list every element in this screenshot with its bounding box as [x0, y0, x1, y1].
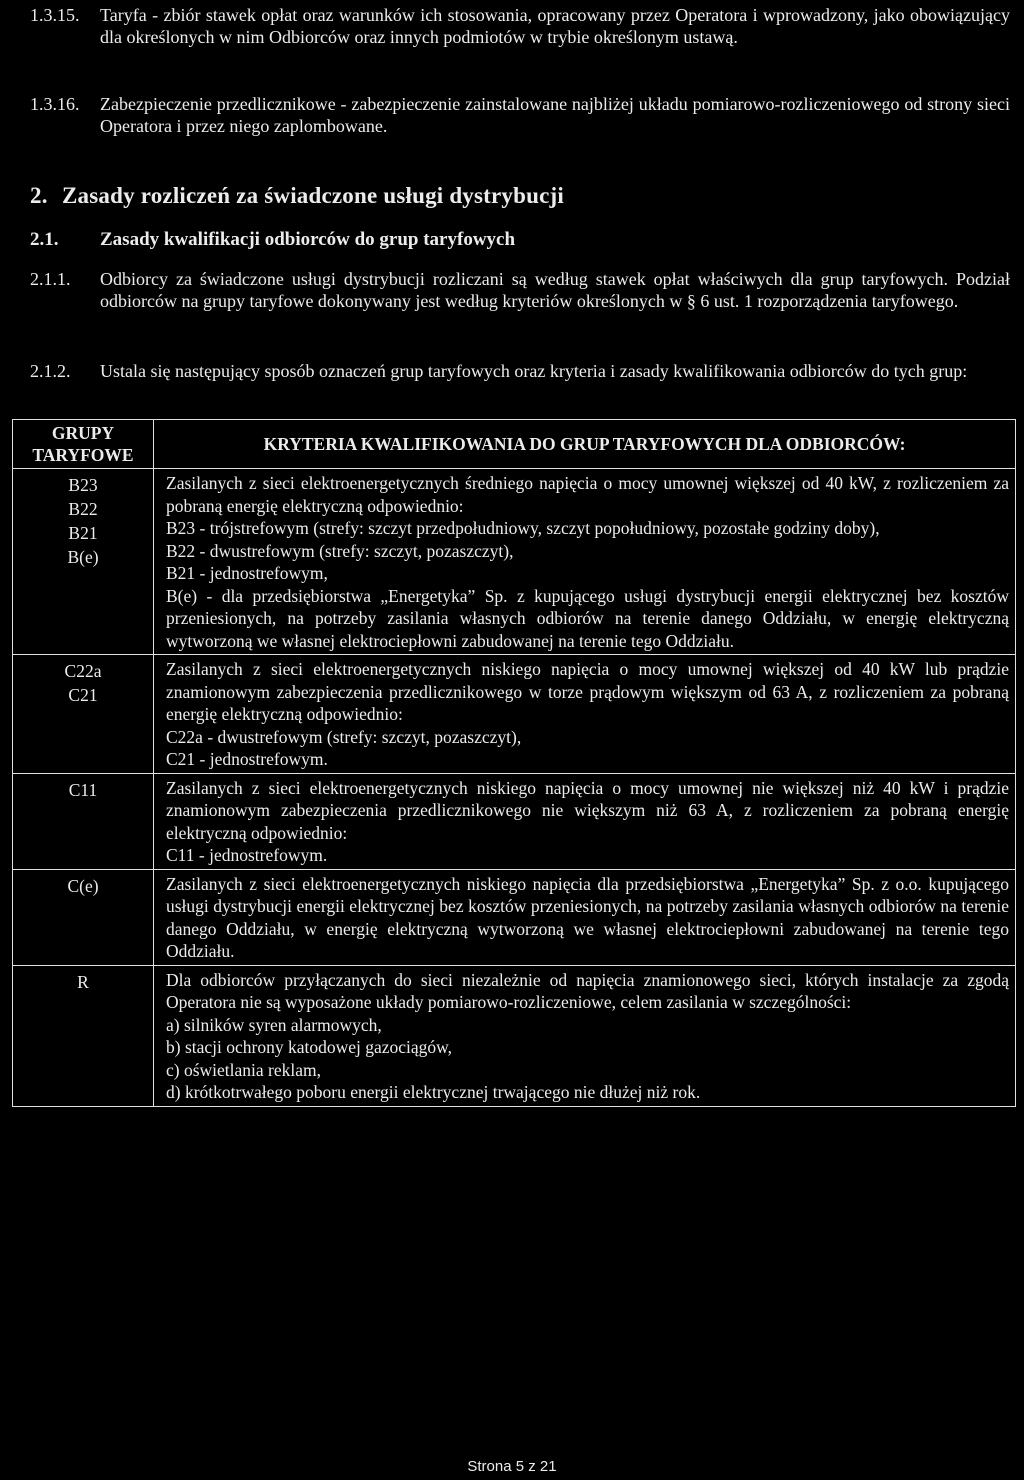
- paragraph-number: 2.1.2.: [30, 361, 71, 381]
- tariff-code: C22a: [64, 661, 102, 681]
- criteria-line: d) krótkotrwałego poboru energii elektrycznej trwającego nie dłużej niż rok.: [166, 1082, 701, 1102]
- paragraph-2-1-1: [30, 268, 1010, 312]
- header-criteria: KRYTERIA KWALIFIKOWANIA DO GRUP TARYFOWYCH DLA ODBIORCÓW:: [154, 420, 1016, 469]
- criteria-cell: [154, 869, 1016, 965]
- criteria-line: B(e) - dla przedsiębiorstwa „Energetyka” Sp. z kupującego usługi dystrybucji energii elektrycznej bez kosztów przeniesionych, na potrzeby zasilania własnych odbiorów na terenie danego Oddziału, w energię elektryczną wytworzoną we własnej elektrociepłowni zabudowanej na terenie tego Oddziału.: [166, 585, 1009, 651]
- tariff-code: C(e): [67, 875, 99, 896]
- criteria-cell: [154, 469, 1016, 655]
- table-row: [13, 965, 1016, 1106]
- tariff-code: B(e): [67, 547, 99, 567]
- paragraph-number: 2.1.1.: [30, 269, 71, 289]
- header-tariff-groups: [13, 420, 154, 469]
- criteria-line: C11 - jednostrefowym.: [166, 845, 328, 865]
- section-number: 2.: [30, 183, 48, 208]
- tariff-codes-cell: [13, 869, 154, 965]
- tariff-code: C21: [68, 685, 98, 705]
- paragraph-1-3-16: [30, 93, 1010, 137]
- criteria-line: b) stacji ochrony katodowej gazociągów,: [166, 1037, 453, 1057]
- criteria-line: B22 - dwustrefowym (strefy: szczyt, pozaszczyt),: [166, 540, 514, 561]
- header-line: GRUPY: [51, 423, 115, 443]
- criteria-line: Zasilanych z sieci elektroenergetycznych średniego napięcia o mocy umownej większej od 40 kW, z rozliczeniem za pobraną energię elektryczną odpowiednio:: [166, 473, 1009, 516]
- paragraph-text: Zabezpieczenie przedlicznikowe - zabezpieczenie zainstalowane najbliżej układu pomiarowo-rozliczeniowego od strony sieci Operatora i przez niego zaplombowane.: [100, 94, 1010, 136]
- table-row: [13, 655, 1016, 774]
- paragraph-1-3-15: [30, 4, 1010, 48]
- criteria-cell: [154, 655, 1016, 774]
- tariff-code: C11: [68, 779, 98, 800]
- page-number: Strona 5 z 21: [467, 1458, 557, 1475]
- tariff-codes-cell: [13, 965, 154, 1106]
- tariff-code: B21: [68, 523, 98, 543]
- tariff-codes-cell: [13, 469, 154, 655]
- criteria-line: C22a - dwustrefowym (strefy: szczyt, pozaszczyt),: [166, 726, 522, 747]
- criteria-cell: [154, 965, 1016, 1106]
- table-row: [13, 869, 1016, 965]
- subsection-title: Zasady kwalifikacji odbiorców do grup taryfowych: [100, 229, 516, 250]
- table-row: [13, 469, 1016, 655]
- criteria-cell: [154, 773, 1016, 869]
- subsection-heading: [30, 229, 515, 251]
- criteria-line: C21 - jednostrefowym.: [166, 749, 328, 769]
- criteria-line: Zasilanych z sieci elektroenergetycznych niskiego napięcia o mocy umownej większej od 40 kW lub prądzie znamionowym zabezpieczenia przedlicznikowego w torze prądowym większym od 63 A, z rozliczeniem za pobraną energię elektryczną odpowiednio:: [166, 659, 1009, 724]
- criteria-line: a) silników syren alarmowych,: [166, 1014, 382, 1035]
- criteria-line: B23 - trójstrefowym (strefy: szczyt przedpołudniowy, szczyt popołudniowy, pozostałe godziny doby),: [166, 518, 880, 538]
- criteria-line: Dla odbiorców przyłączanych do sieci niezależnie od napięcia znamionowego sieci, których instalacje za zgodą Operatora nie są wyposażone układy pomiarowo-rozliczeniowe, celem zasilania w szczególności:: [166, 969, 1009, 1012]
- criteria-line: B21 - jednostrefowym,: [166, 563, 328, 583]
- criteria-line: Zasilanych z sieci elektroenergetycznych niskiego napięcia o mocy umownej nie większej niż 40 kW i prądzie znamionowym zabezpieczenia przedlicznikowego nie większym niż 63 A, z rozliczeniem za pobraną energię elektryczną odpowiednio:: [166, 777, 1009, 843]
- tariff-code: B23: [68, 475, 98, 495]
- tariff-code: B22: [68, 499, 98, 519]
- subsection-number: 2.1.: [30, 229, 59, 250]
- paragraph-text: Taryfa - zbiór stawek opłat oraz warunków ich stosowania, opracowany przez Operatora i wprowadzony, jako obowiązujący dla określonych w nim Odbiorców oraz innych podmiotów w trybie określonym ustawą.: [100, 5, 1010, 47]
- paragraph-text: Ustala się następujący sposób oznaczeń grup taryfowych oraz kryteria i zasady kwalifikowania odbiorców do tych grup:: [100, 361, 968, 381]
- table-header-row: [13, 420, 1016, 469]
- paragraph-number: 1.3.15.: [30, 5, 80, 25]
- tariff-codes-cell: [13, 655, 154, 774]
- paragraph-number: 1.3.16.: [30, 94, 80, 114]
- tariff-codes-cell: [13, 773, 154, 869]
- paragraph-text: Odbiorcy za świadczone usługi dystrybucji rozliczani są według stawek opłat właściwych dla grup taryfowych. Podział odbiorców na grupy taryfowe dokonywany jest według kryteriów określonych w § 6 ust. 1 rozporządzenia taryfowego.: [100, 269, 1010, 311]
- tariff-code: R: [77, 971, 89, 992]
- section-heading: [30, 185, 564, 207]
- criteria-line: c) oświetlania reklam,: [166, 1059, 322, 1080]
- paragraph-2-1-2: [30, 360, 1010, 382]
- criteria-line: Zasilanych z sieci elektroenergetycznych niskiego napięcia dla przedsiębiorstwa „Energetyka” Sp. z o.o. kupującego usługi dystrybucji energii elektrycznej bez kosztów przeniesionych, na potrzeby zasilania własnych odbiorów na terenie danego Oddziału, w energię elektryczną wytworzoną we własnej elektrociepłowni zabudowanej na terenie tego Oddziału.: [166, 873, 1009, 961]
- section-title: Zasady rozliczeń za świadczone usługi dystrybucji: [62, 183, 564, 208]
- header-line: TARYFOWE: [32, 445, 134, 465]
- tariff-groups-table: [12, 419, 1016, 1107]
- table-row: [13, 773, 1016, 869]
